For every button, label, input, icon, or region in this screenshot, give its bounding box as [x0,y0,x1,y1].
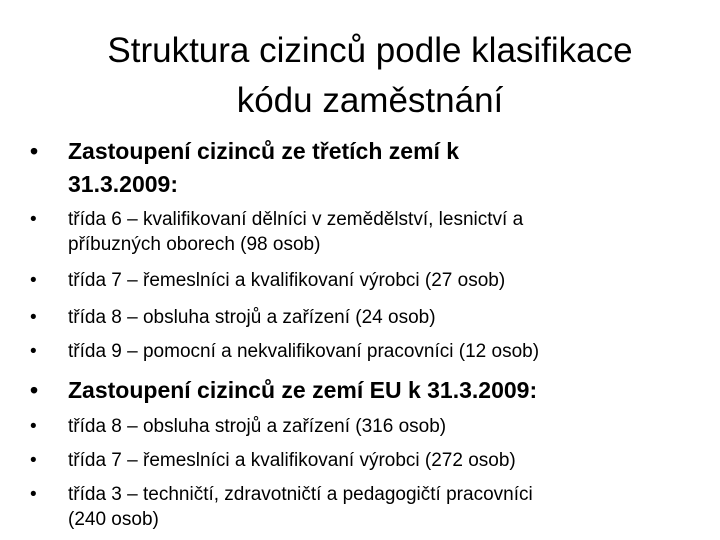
item-text: třída 8 – obsluha strojů a zařízení (24 osob) [68,307,436,328]
item-text: třída 6 – kvalifikovaní dělníci v zemědělství, lesnictví a [68,209,524,230]
item-text-continued: (240 osob) [68,509,159,530]
bullet-icon: • [30,307,37,328]
title-line-2: kódu zaměstnání [236,81,504,120]
item-text: třída 7 – řemeslníci a kvalifikovaní výrobci (27 osob) [68,270,506,291]
section1-heading-line-1: Zastoupení cizinců ze třetích zemí k [68,138,460,164]
bullet-icon: • [30,270,37,291]
bullet-icon: • [30,209,37,230]
bullet-icon: • [30,416,37,437]
item-text: třída 8 – obsluha strojů a zařízení (316 osob) [68,416,447,437]
item-text: třída 3 – techničtí, zdravotničtí a pedagogičtí pracovníci [68,484,533,505]
item-text-continued: příbuzných oborech (98 osob) [68,234,321,255]
bullet-icon: • [30,138,39,164]
item-text: třída 9 – pomocní a nekvalifikovaní pracovníci (12 osob) [68,341,540,362]
section2-heading-line-1: Zastoupení cizinců ze zemí EU k 31.3.2009: [68,377,538,403]
bullet-icon: • [30,450,37,471]
section1-heading-line-2: 31.3.2009: [68,171,178,197]
bullet-icon: • [30,377,39,403]
title-line-1: Struktura cizinců podle klasifikace [107,31,633,70]
item-text: třída 7 – řemeslníci a kvalifikovaní výrobci (272 osob) [68,450,516,471]
bullet-icon: • [30,484,37,505]
bullet-icon: • [30,341,37,362]
